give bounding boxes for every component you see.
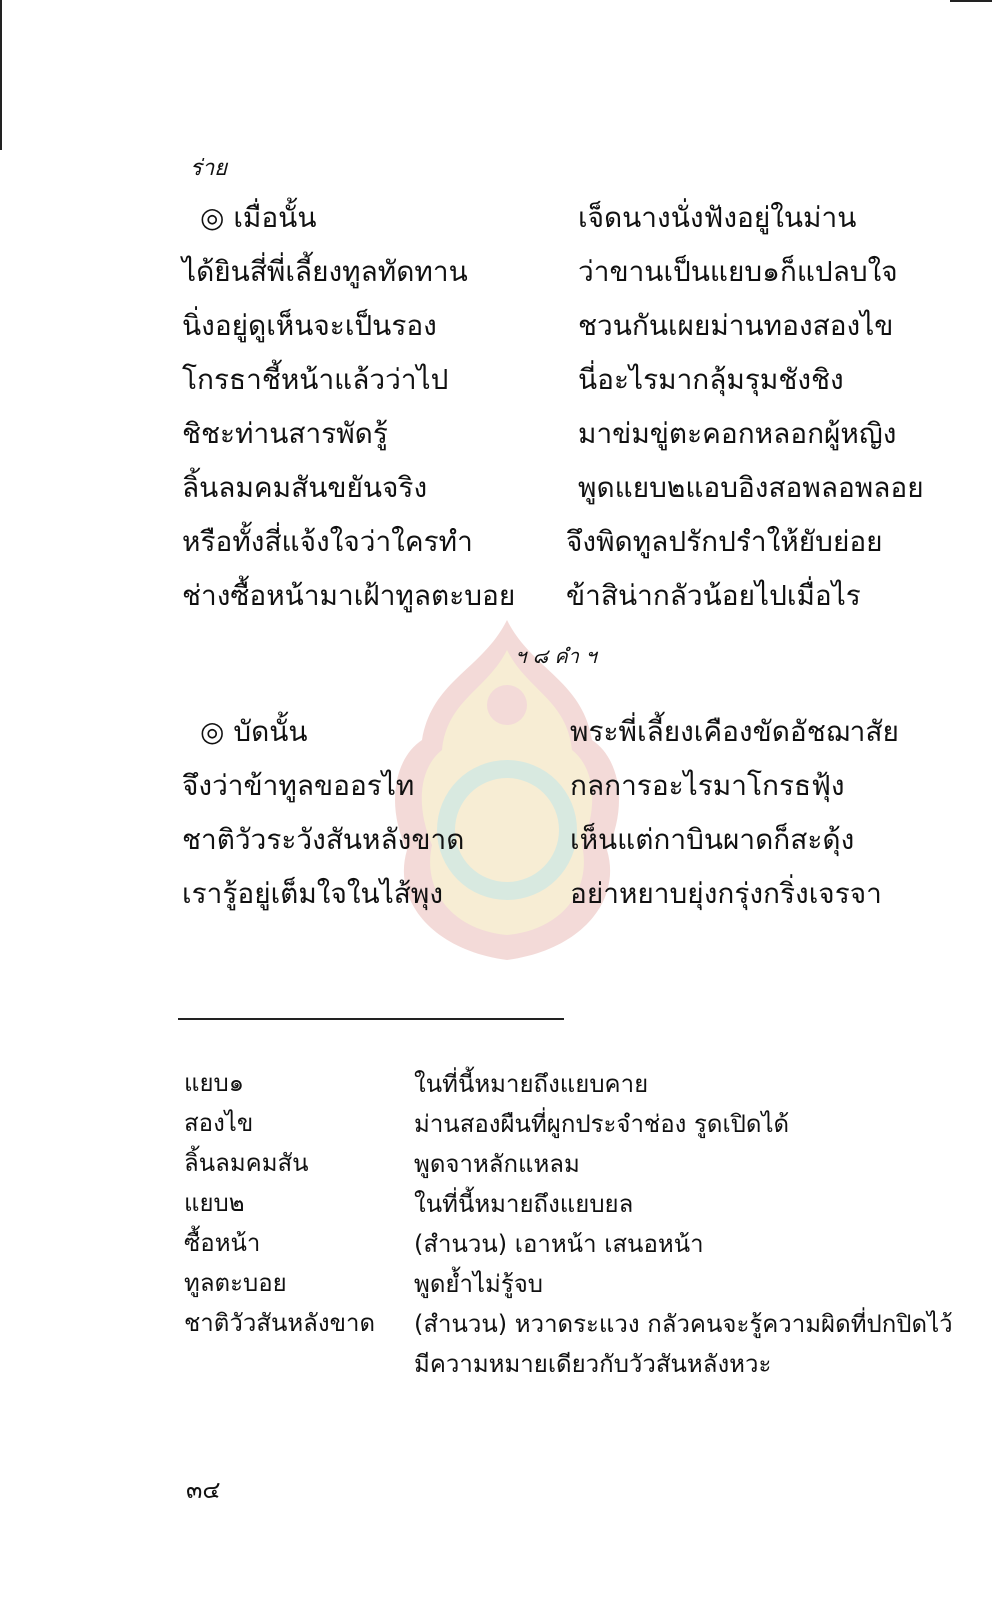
verse-right: อย่าหยาบยุ่งกรุ่งกริ่งเจรจา (570, 877, 882, 910)
verse-right: พูดแยบ๒แอบอิงสอพลอพลอย (578, 471, 924, 504)
footnote-divider (178, 1018, 564, 1020)
footnote-entry (0, 1104, 992, 1144)
verse-left: ได้ยินสี่พี่เลี้ยงทูลทัดทาน (182, 255, 468, 288)
verse-left: เรารู้อยู่เต็มใจในไส้พุง (182, 877, 443, 910)
verse-left: ลิ้นลมคมสันขยันจริง (182, 471, 428, 504)
stanza-separator: ฯ ๘ คำ ฯ (515, 644, 597, 668)
verse-left: จึงว่าข้าทูลขออรไท (182, 769, 415, 802)
verse-right: นี่อะไรมากลุ้มรุมชังชิง (578, 363, 844, 396)
stanza-two (0, 712, 992, 928)
footnote-term: สองไข (184, 1109, 254, 1137)
verse-left: ช่างซื้อหน้ามาเฝ้าทูลตะบอย (182, 579, 516, 612)
footnote-entry (0, 1304, 992, 1388)
verse-right: ว่าขานเป็นแยบ๑ก็แปลบใจ (578, 255, 898, 288)
footnote-entry (0, 1184, 992, 1224)
footnote-definition: พูดย้ำไม่รู้จบ (414, 1270, 544, 1298)
verse-right: ชวนกันเผยม่านทองสองไข (578, 309, 894, 342)
verse-right: กลการอะไรมาโกรธฟุ้ง (570, 769, 845, 802)
footnotes (0, 1064, 992, 1388)
verse-line (0, 874, 992, 928)
verse-line (0, 414, 992, 468)
footnote-term: ลิ้นลมคมสัน (184, 1149, 309, 1177)
footnote-term: ซื้อหน้า (184, 1229, 261, 1257)
footnote-definition: ในที่นี้หมายถึงแยบยล (414, 1190, 634, 1218)
verse-line (0, 468, 992, 522)
verse-line (0, 820, 992, 874)
footnote-term: แยบ๑ (184, 1069, 244, 1097)
verse-right: มาข่มขู่ตะคอกหลอกผู้หญิง (578, 417, 897, 450)
footnote-definition: (สำนวน) หวาดระแวง กลัวคนจะรู้ความผิดที่ปกปิดไว้ มีความหมายเดียวกับวัวสันหลังหวะ (414, 1310, 953, 1378)
stanza-one (0, 198, 992, 630)
footnote-entry (0, 1264, 992, 1304)
verse-left: ◎ บัดนั้น (200, 715, 308, 748)
verse-left: โกรธาชี้หน้าแล้วว่าไป (182, 363, 449, 396)
verse-right: เจ็ดนางนั่งฟังอยู่ในม่าน (578, 201, 857, 234)
verse-line (0, 522, 992, 576)
verse-left: ชิชะท่านสารพัดรู้ (182, 417, 388, 450)
verse-line (0, 576, 992, 630)
verse-line (0, 252, 992, 306)
verse-line (0, 306, 992, 360)
verse-left: หรือทั้งสี่แจ้งใจว่าใครทำ (182, 525, 473, 558)
verse-right: ข้าสิน่ากลัวน้อยไปเมื่อไร (566, 579, 861, 612)
page-corner-line (950, 0, 992, 2)
verse-left: นิ่งอยู่ดูเห็นจะเป็นรอง (182, 309, 437, 342)
page-number: ๓๔ (186, 1476, 221, 1504)
footnote-entry (0, 1224, 992, 1264)
verse-left: ◎ เมื่อนั้น (200, 201, 317, 234)
verse-line (0, 766, 992, 820)
verse-left: ชาติวัวระวังสันหลังขาด (182, 823, 465, 856)
footnote-entry (0, 1144, 992, 1184)
verse-right: พระพี่เลี้ยงเคืองขัดอัชฌาสัย (570, 715, 899, 748)
footnote-definition: ม่านสองผืนที่ผูกประจำช่อง รูดเปิดได้ (414, 1110, 790, 1138)
verse-right: เห็นแต่กาบินผาดก็สะดุ้ง (570, 823, 855, 856)
footnote-definition: (สำนวน) เอาหน้า เสนอหน้า (414, 1230, 704, 1258)
verse-line (0, 360, 992, 414)
footnote-term: ชาติวัวสันหลังขาด (184, 1309, 376, 1337)
footnote-definition: ในที่นี้หมายถึงแยบคาย (414, 1070, 649, 1098)
verse-line (0, 712, 992, 766)
footnote-entry (0, 1064, 992, 1104)
footnote-definition: พูดจาหลักแหลม (414, 1150, 580, 1178)
section-label: ร่าย (190, 156, 228, 181)
verse-right: จึงพิดทูลปรักปรำให้ยับย่อย (566, 525, 883, 558)
verse-line (0, 198, 992, 252)
page-edge-line (0, 0, 2, 150)
footnote-term: แยบ๒ (184, 1189, 245, 1217)
footnote-term: ทูลตะบอย (184, 1269, 287, 1297)
